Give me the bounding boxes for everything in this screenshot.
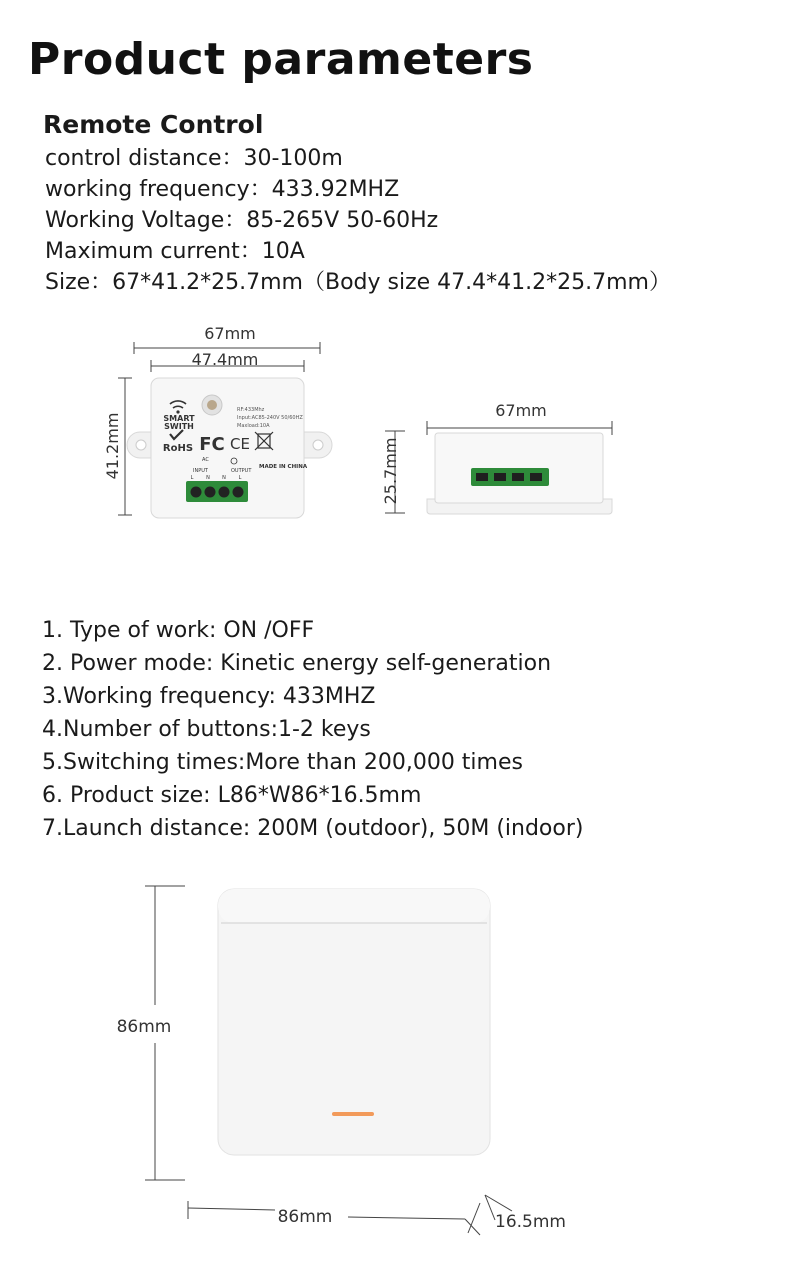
feature-item: 4.Number of buttons:1-2 keys (42, 717, 371, 742)
spec-working-voltage: Working Voltage：85-265V 50-60Hz (45, 208, 439, 233)
feature-item: 7.Launch distance: 200M (outdoor), 50M (indoor) (42, 816, 584, 841)
switch-label: SWITH (164, 422, 194, 431)
ce-label: CE (230, 435, 250, 453)
feature-item: 1. Type of work: ON /OFF (42, 618, 315, 643)
output-terminal-label: OUTPUT (231, 468, 252, 474)
maxload-label: Maxload:10A (237, 423, 270, 429)
front-body-width-label: 47.4mm (191, 350, 259, 369)
terminal-letter: N (222, 475, 226, 481)
panel-height-label: 86mm (116, 1017, 172, 1037)
input-terminal-label: INPUT (193, 468, 208, 474)
input-rating-label: Input:AC85-240V 50/60HZ (237, 415, 303, 421)
spec-control-distance: control distance：30-100m (45, 146, 343, 171)
feature-item: 2. Power mode: Kinetic energy self-generation (42, 651, 552, 676)
panel-depth-label: 16.5mm (495, 1212, 566, 1232)
indicator-led (332, 1112, 374, 1116)
front-height-label: 41.2mm (103, 412, 122, 480)
panel-width-label: 86mm (277, 1207, 333, 1227)
terminal-letter: L (190, 475, 194, 481)
page-title: Product parameters (28, 34, 534, 85)
front-width-label: 67mm (204, 324, 256, 343)
made-in-label: MADE IN CHINA (259, 464, 308, 470)
remote-heading: Remote Control (43, 110, 264, 139)
rf-label: RF:433Mhz (237, 407, 265, 413)
switch-panel-diagram (100, 875, 600, 1275)
ac-label: AC (202, 457, 209, 463)
side-width-label: 67mm (495, 401, 547, 420)
fc-label: FC (199, 434, 225, 455)
feature-item: 3.Working frequency: 433MHZ (42, 684, 376, 709)
receiver-front-diagram (100, 320, 340, 530)
terminal-block (186, 481, 248, 502)
side-terminal-block (471, 468, 549, 486)
rohs-label: RoHS (162, 443, 194, 454)
feature-item: 5.Switching times:More than 200,000 times (42, 750, 523, 775)
feature-item: 6. Product size: L86*W86*16.5mm (42, 783, 422, 808)
spec-working-frequency: working frequency：433.92MHZ (45, 177, 400, 202)
terminal-letter: N (206, 475, 210, 481)
receiver-side-diagram (375, 395, 625, 525)
side-height-label: 25.7mm (381, 437, 400, 505)
spec-size: Size：67*41.2*25.7mm（Body size 47.4*41.2*25.7mm） (45, 270, 671, 295)
terminal-letter: L (238, 475, 242, 481)
spec-max-current: Maximum current：10A (45, 239, 305, 264)
smart-label: SMART (163, 414, 195, 423)
